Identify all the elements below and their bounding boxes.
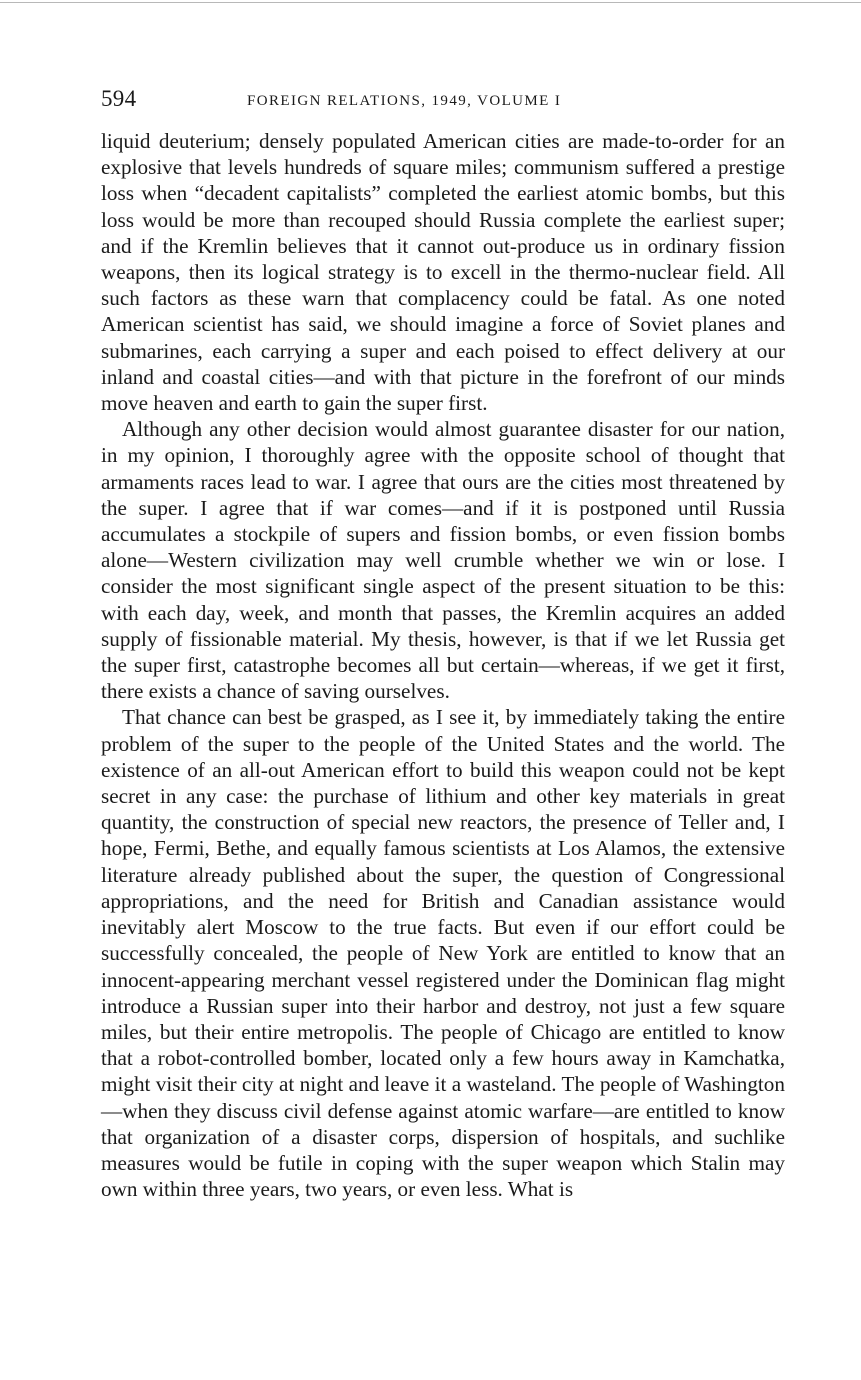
page-number: 594: [101, 86, 137, 111]
document-page: [101, 86, 785, 1202]
paragraph-3: That chance can best be grasped, as I see it, by immediately taking the entire problem of the super to the people of the United States and the world. The existence of an all-out American effort to build this weapon could not be kept secret in any case: the purchase of lithium and other key materials in great quantity, the construction of special new reactors, the presence of Teller and, I hope, Fermi, Bethe, and equally famous scientists at Los Alamos, the extensive literature already published about the super, the question of Congressional appropriations, and the need for British and Canadian assistance would inevitably alert Moscow to the true facts. But even if our effort could be successfully concealed, the people of New York are entitled to know that an innocent-appearing merchant vessel registered under the Dominican flag might introduce a Russian super into their harbor and destroy, not just a few square miles, but their entire metropolis. The people of Chicago are entitled to know that a robot-controlled bomber, located only a few hours away in Kamchatka, might visit their city at night and leave it a wasteland. The people of Washington—when they discuss civil defense against atomic warfare—are entitled to know that organization of a disaster corps, dispersion of hospitals, and suchlike measures would be futile in coping with the super weapon which Stalin may own within three years, two years, or even less. What is: [101, 705, 785, 1202]
running-head: [101, 86, 785, 118]
top-edge-rule: [0, 2, 861, 3]
running-title: FOREIGN RELATIONS, 1949, VOLUME I: [247, 93, 562, 109]
paragraph-2: Although any other decision would almost guarantee disaster for our nation, in my opinion, I thoroughly agree with the opposite school of thought that armaments races lead to war. I agree that ours are the cities most threatened by the super. I agree that if war comes—and if it is postponed until Russia accumulates a stockpile of supers and fission bombs, or even fission bombs alone—Western civilization may well crumble whether we win or lose. I consider the most significant single aspect of the present situation to be this: with each day, week, and month that passes, the Kremlin acquires an added supply of fissionable material. My thesis, however, is that if we let Russia get the super first, catastrophe becomes all but certain—whereas, if we get it first, there exists a chance of saving ourselves.: [101, 417, 785, 704]
body-text: [101, 128, 785, 1202]
paragraph-1: liquid deuterium; densely populated American cities are made-to-order for an explosive that levels hundreds of square miles; communism suffered a prestige loss when “decadent capitalists” completed the earliest atomic bombs, but this loss would be more than recouped should Russia complete the earliest super; and if the Kremlin believes that it cannot out-produce us in ordinary fission weapons, then its logical strategy is to excell in the thermo-nuclear field. All such factors as these warn that complacency could be fatal. As one noted American scientist has said, we should imagine a force of Soviet planes and submarines, each carrying a super and each poised to effect delivery at our inland and coastal cities—and with that picture in the forefront of our minds move heaven and earth to gain the super first.: [101, 129, 785, 416]
